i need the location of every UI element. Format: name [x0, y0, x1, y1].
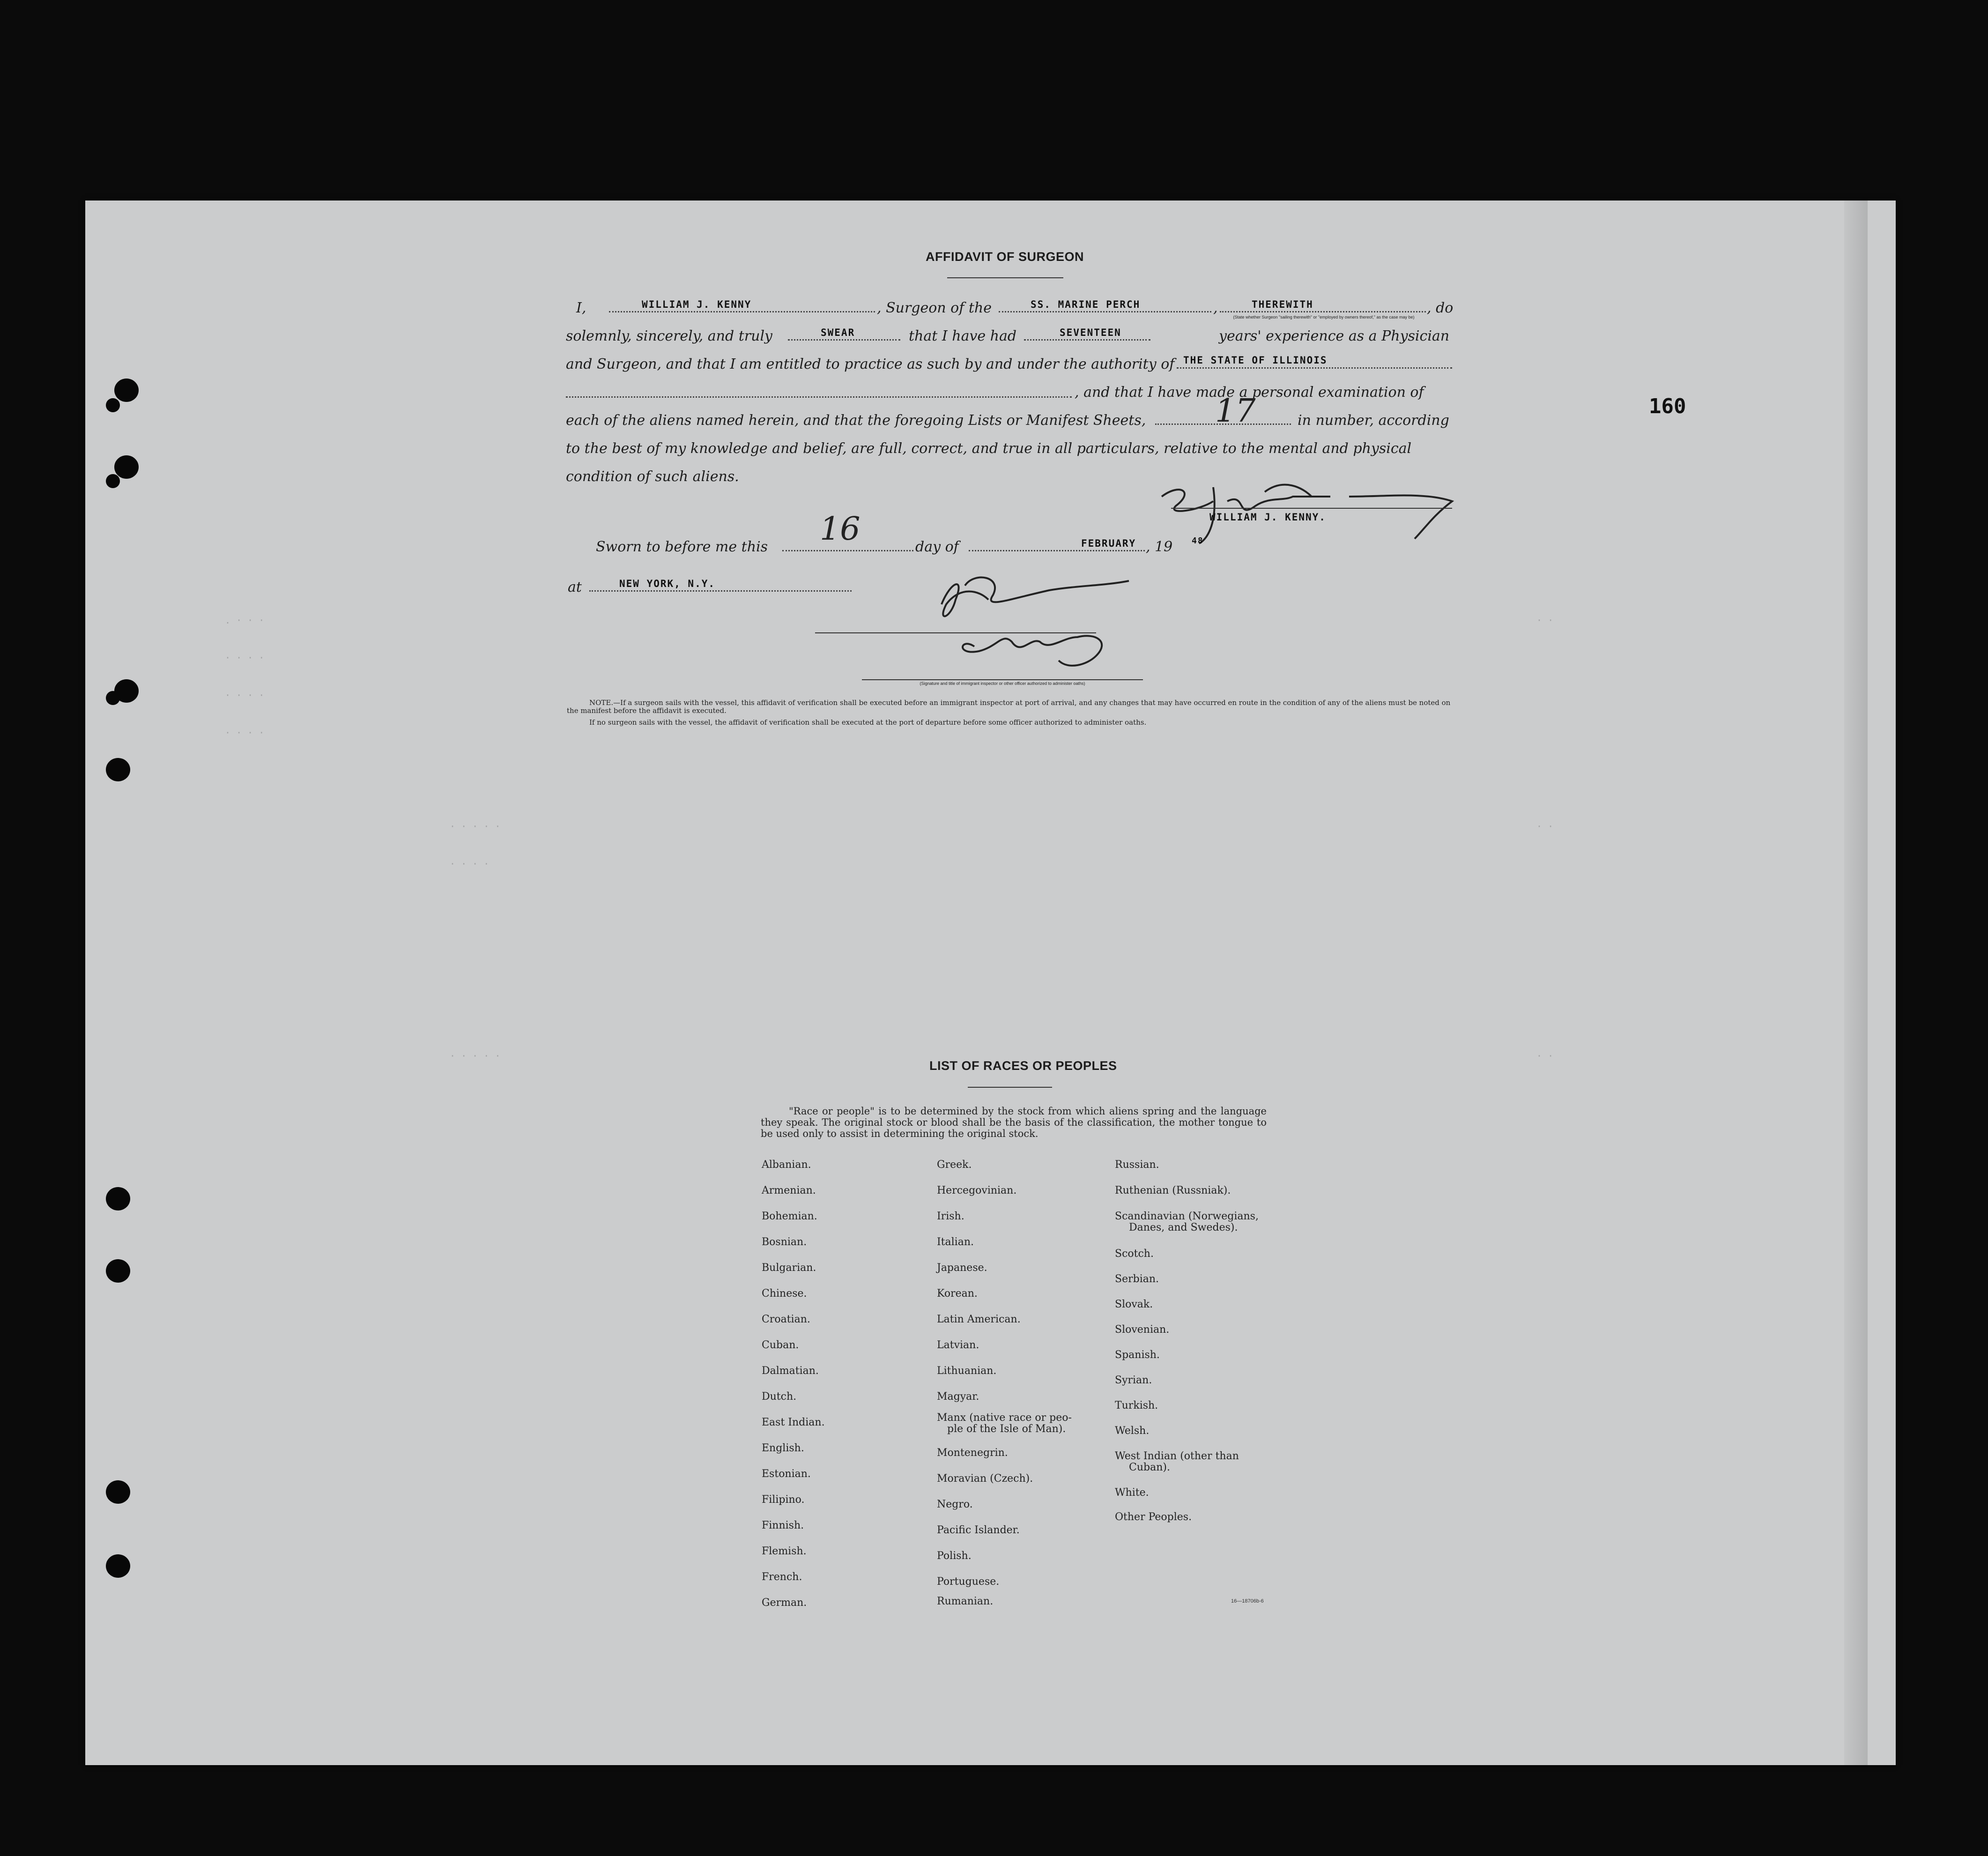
race-item: Montenegrin. [937, 1447, 1008, 1459]
race-item: Other Peoples. [1115, 1511, 1192, 1523]
race-item: Polish. [937, 1550, 972, 1562]
binder-hole [106, 474, 120, 488]
text-surgeon-of: , Surgeon of the [877, 300, 992, 316]
text-day-of: day of [915, 539, 959, 555]
relation-note: (State whether Surgeon "sailing therewith" or "employed by owners thereof," as the case may be) [1233, 315, 1415, 319]
race-item: Albanian. [762, 1159, 811, 1171]
race-item: Negro. [937, 1499, 973, 1510]
surgeon-relation: THEREWITH [1252, 299, 1313, 310]
authority-underline-2 [566, 389, 1072, 398]
binder-hole [106, 1480, 130, 1504]
race-item: Dalmatian. [762, 1365, 819, 1377]
years-experience: SEVENTEEN [1060, 327, 1121, 338]
page-number: 160 [1649, 394, 1686, 418]
race-item: West Indian (other than [1115, 1450, 1239, 1462]
form-number: 16—18706b-6 [1231, 1598, 1264, 1604]
text-i: I, [576, 300, 586, 316]
race-item: Korean. [937, 1288, 978, 1299]
text-and-surgeon: and Surgeon, and that I am entitled to practice as such by and under the authority of [566, 356, 1175, 372]
race-item: Serbian. [1115, 1273, 1159, 1285]
race-item: Japanese. [937, 1262, 987, 1274]
race-item: Ruthenian (Russniak). [1115, 1185, 1231, 1196]
text-in-number: in number, according [1298, 412, 1449, 429]
officer-caption: (Signature and title of immigrant inspector or other officer authorized to administer oaths) [920, 681, 1085, 686]
race-item: Italian. [937, 1236, 974, 1248]
race-item: Chinese. [762, 1288, 807, 1299]
race-item: Scandinavian (Norwegians, [1115, 1210, 1259, 1222]
race-item: Moravian (Czech). [937, 1473, 1033, 1485]
page-edge [1844, 200, 1868, 1765]
relation-underline [1220, 304, 1426, 312]
race-item: German. [762, 1597, 807, 1609]
binder-hole [114, 455, 139, 479]
race-item: Slovak. [1115, 1299, 1153, 1310]
text-best: to the best of my knowledge and belief, are full, correct, and true in all particulars, relative to the mental and physical [566, 440, 1412, 457]
text-sworn: Sworn to before me this [596, 539, 768, 555]
race-item: Finnish. [762, 1520, 804, 1531]
race-item: Dutch. [762, 1391, 797, 1403]
race-item: Estonian. [762, 1468, 811, 1480]
race-item: Russian. [1115, 1159, 1159, 1171]
sheets-count: 17 [1215, 393, 1256, 430]
text-have-had: that I have had [909, 328, 1017, 344]
text-condition: condition of such aliens. [566, 468, 739, 485]
signature-line [1171, 508, 1452, 509]
inspector-signature [909, 572, 1152, 679]
race-item: French. [762, 1571, 802, 1583]
race-item: ple of the Isle of Man). [947, 1423, 1066, 1435]
race-item: Scotch. [1115, 1248, 1154, 1260]
race-item: Lithuanian. [937, 1365, 997, 1377]
race-item: Croatian. [762, 1314, 810, 1325]
location: NEW YORK, N.Y. [619, 578, 716, 589]
races-rule [968, 1087, 1052, 1088]
title-rule [947, 277, 1063, 278]
binder-hole [106, 691, 120, 705]
race-item: Syrian. [1115, 1374, 1152, 1386]
signature-typed: WILLIAM J. KENNY. [1209, 512, 1326, 523]
race-item: English. [762, 1442, 804, 1454]
race-item: Rumanian. [937, 1596, 994, 1607]
race-item: Armenian. [762, 1185, 816, 1196]
races-title: LIST OF RACES OR PEOPLES [929, 1059, 1117, 1073]
races-intro: "Race or people" is to be determined by the stock from which aliens spring and the language they speak. The original stock or blood shall be the basis of the classification, the mother tongue to be used only to assist in determining the original stock. [761, 1106, 1267, 1139]
binder-hole [106, 1259, 130, 1283]
sworn-month: FEBRUARY [1081, 538, 1136, 549]
binder-hole [114, 379, 139, 402]
race-item: Latvian. [937, 1339, 979, 1351]
signature-line-2 [815, 632, 1096, 633]
text-year-prefix: , 19 [1146, 539, 1173, 555]
race-item: Latin American. [937, 1314, 1021, 1325]
binder-hole [106, 1554, 130, 1578]
race-item: East Indian. [762, 1417, 825, 1428]
text-solemnly: solemnly, sincerely, and truly [566, 328, 773, 344]
race-item: Danes, and Swedes). [1129, 1222, 1238, 1233]
oath-word: SWEAR [821, 327, 855, 338]
race-item: Bosnian. [762, 1236, 807, 1248]
race-item: Hercegovinian. [937, 1185, 1017, 1196]
race-item: Greek. [937, 1159, 972, 1171]
sworn-day: 16 [820, 511, 860, 548]
sworn-year: 48 [1192, 536, 1204, 546]
race-item: Pacific Islander. [937, 1524, 1020, 1536]
text-years: years' experience as a Physician [1219, 328, 1450, 344]
race-item: Filipino. [762, 1494, 805, 1506]
note-2: If no surgeon sails with the vessel, the affidavit of verification shall be executed at the port of departure before some officer authorized to administer oaths. [589, 718, 1147, 727]
race-item: Turkish. [1115, 1400, 1158, 1411]
race-item: Portuguese. [937, 1576, 1000, 1588]
authority: THE STATE OF ILLINOIS [1183, 355, 1328, 366]
race-item: Bohemian. [762, 1210, 817, 1222]
signature-line-3 [862, 679, 1143, 680]
race-item: Spanish. [1115, 1349, 1160, 1361]
race-item: Flemish. [762, 1545, 807, 1557]
text-at: at [568, 579, 582, 595]
race-item: Cuban. [762, 1339, 799, 1351]
note-1: NOTE.—If a surgeon sails with the vessel, this affidavit of verification shall be executed before an immigrant inspector at port of arrival, and any changes that may have occurred en route in the condition of any of the aliens must be noted on the manifest before the affidavit is executed. [567, 698, 1451, 715]
race-item: Irish. [937, 1210, 964, 1222]
race-item: Magyar. [937, 1391, 979, 1403]
text-each: each of the aliens named herein, and that the foregoing Lists or Manifest Sheets, [566, 412, 1146, 429]
race-item: Bulgarian. [762, 1262, 816, 1274]
surgeon-name: WILLIAM J. KENNY [642, 299, 752, 310]
race-item: Cuban). [1129, 1462, 1170, 1473]
text-exam: , and that I have made a personal examination of [1075, 384, 1424, 401]
affidavit-title: AFFIDAVIT OF SURGEON [926, 250, 1084, 264]
race-item: Manx (native race or peo- [937, 1412, 1072, 1424]
race-item: White. [1115, 1487, 1149, 1499]
vessel-name: SS. MARINE PERCH [1031, 299, 1141, 310]
text-do: , do [1427, 300, 1454, 316]
race-item: Welsh. [1115, 1425, 1150, 1437]
binder-hole [106, 758, 130, 781]
binder-hole [106, 1187, 130, 1210]
race-item: Slovenian. [1115, 1324, 1170, 1336]
binder-hole [106, 398, 120, 412]
